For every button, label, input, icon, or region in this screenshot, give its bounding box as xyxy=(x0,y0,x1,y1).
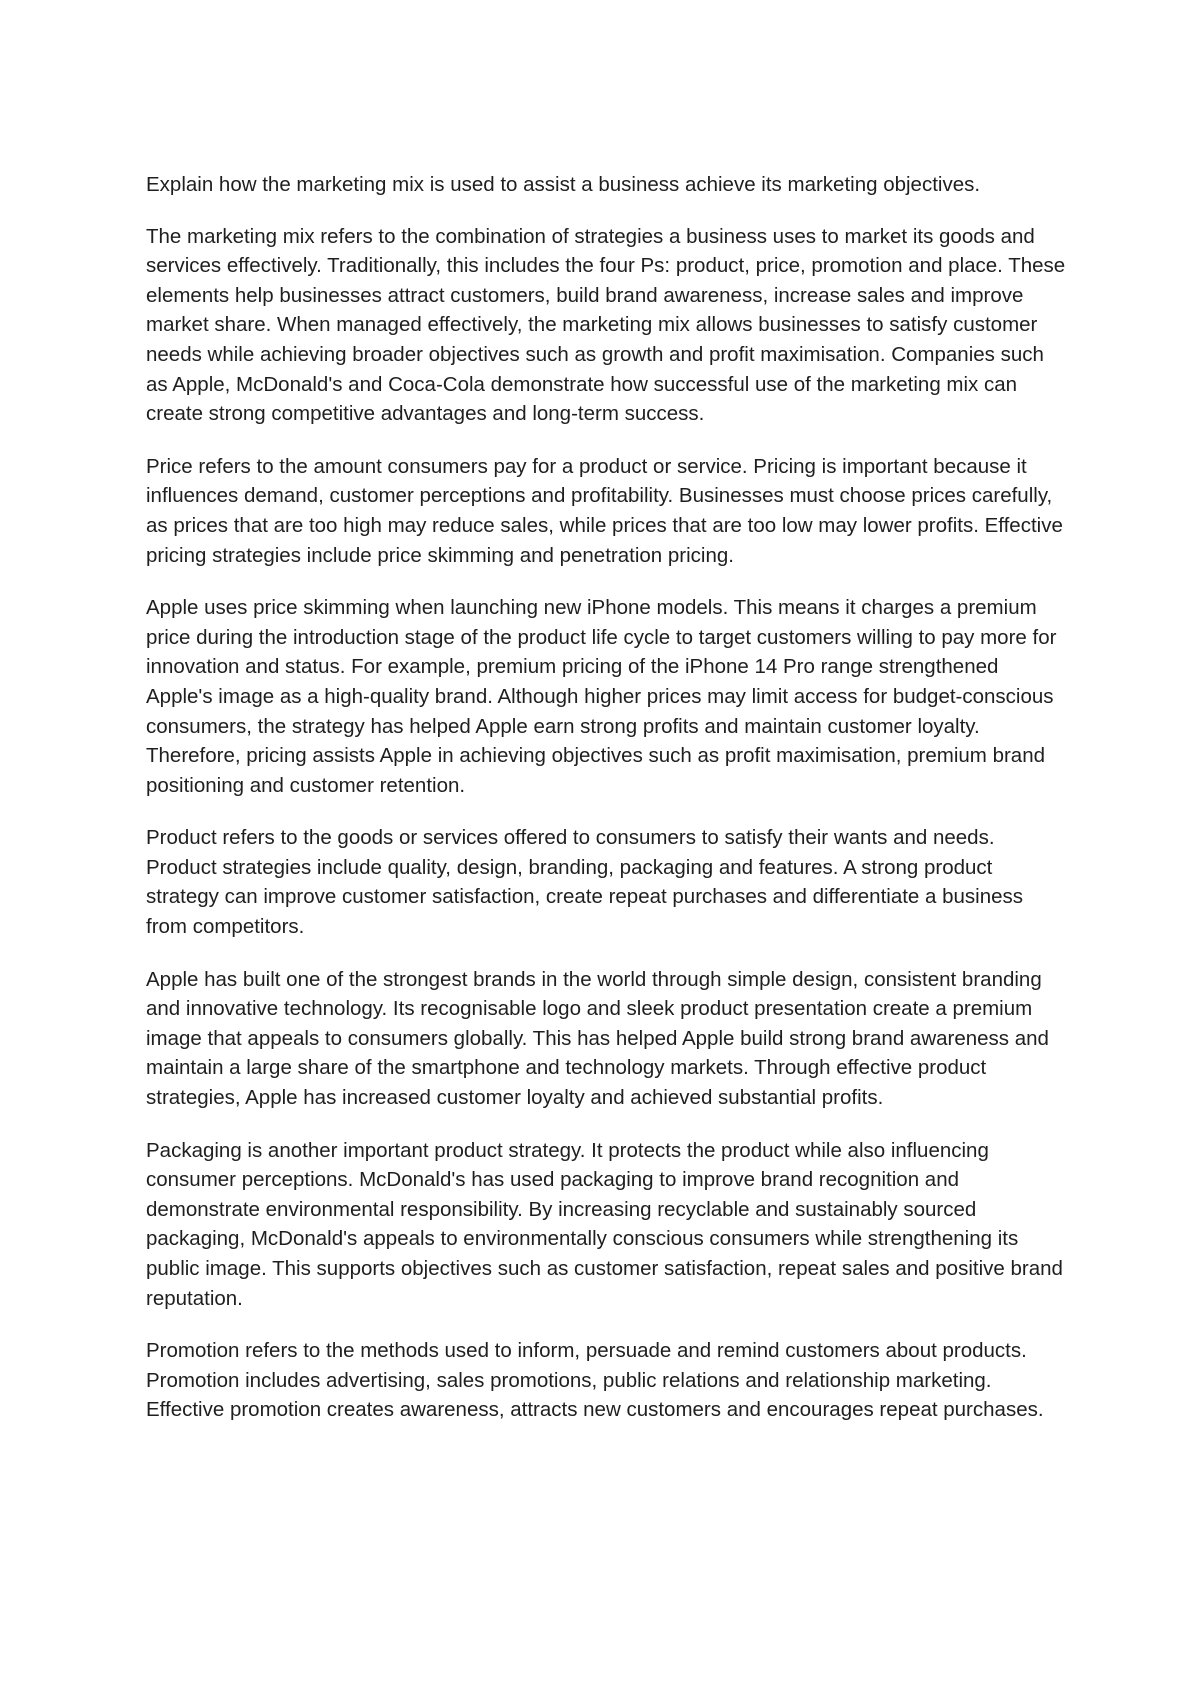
paragraph-apple-pricing: Apple uses price skimming when launching new iPhone models. This means it charges a premium price during the introduction stage of the product life cycle to target customers willing to pay more for innovation and status. For example, premium pricing of the iPhone 14 Pro range strengthened Apple's image as a high-quality brand. Although higher prices may limit access for budget-conscious consumers, the strategy has helped Apple earn strong profits and maintain customer loyalty. Therefore, pricing assists Apple in achieving objectives such as profit maximisation, premium brand positioning and customer retention. xyxy=(146,596,1057,797)
document-body xyxy=(146,170,1066,1448)
paragraph-introduction: The marketing mix refers to the combination of strategies a business uses to market its goods and services effectively. Traditionally, this includes the four Ps: product, price, promotion and place. These elements help businesses attract customers, build brand awareness, increase sales and improve market share. When managed effectively, the marketing mix allows businesses to satisfy customer needs while achieving broader objectives such as growth and profit maximisation. Companies such as Apple, McDonald's and Coca-Cola demonstrate how successful use of the marketing mix can create strong competitive advantages and long-term success. xyxy=(146,224,1066,426)
essay-question: Explain how the marketing mix is used to assist a business achieve its marketing objectives. xyxy=(146,173,981,196)
paragraph-price: Price refers to the amount consumers pay for a product or service. Pricing is important because it influences demand, customer perceptions and profitability. Businesses must choose prices carefully, as prices that are too high may reduce sales, while prices that are too low may lower profits. Effective pricing strategies include price skimming and penetration pricing. xyxy=(146,454,1063,567)
paragraph-product: Product refers to the goods or services offered to consumers to satisfy their wants and needs. Product strategies include quality, design, branding, packaging and features. A strong product strategy can improve customer satisfaction, create repeat purchases and differentiate a business from competitors. xyxy=(146,826,1024,939)
paragraph-apple-branding: Apple has built one of the strongest brands in the world through simple design, consistent branding and innovative technology. Its recognisable logo and sleek product presentation create a premium image that appeals to consumers globally. This has helped Apple build strong brand awareness and maintain a large share of the smartphone and technology markets. Through effective product strategies, Apple has increased customer loyalty and achieved substantial profits. xyxy=(146,967,1049,1110)
paragraph-packaging: Packaging is another important product strategy. It protects the product while also influencing consumer perceptions. McDonald's has used packaging to improve brand recognition and demonstrate environmental responsibility. By increasing recyclable and sustainably sourced packaging, McDonald's appeals to environmentally conscious consumers while strengthening its public image. This supports objectives such as customer satisfaction, repeat sales and positive brand reputation. xyxy=(146,1138,1063,1310)
paragraph-promotion: Promotion refers to the methods used to inform, persuade and remind customers about products. Promotion includes advertising, sales promotions, public relations and relationship marketing. Effective promotion creates awareness, attracts new customers and encourages repeat purchases. xyxy=(146,1339,1044,1422)
